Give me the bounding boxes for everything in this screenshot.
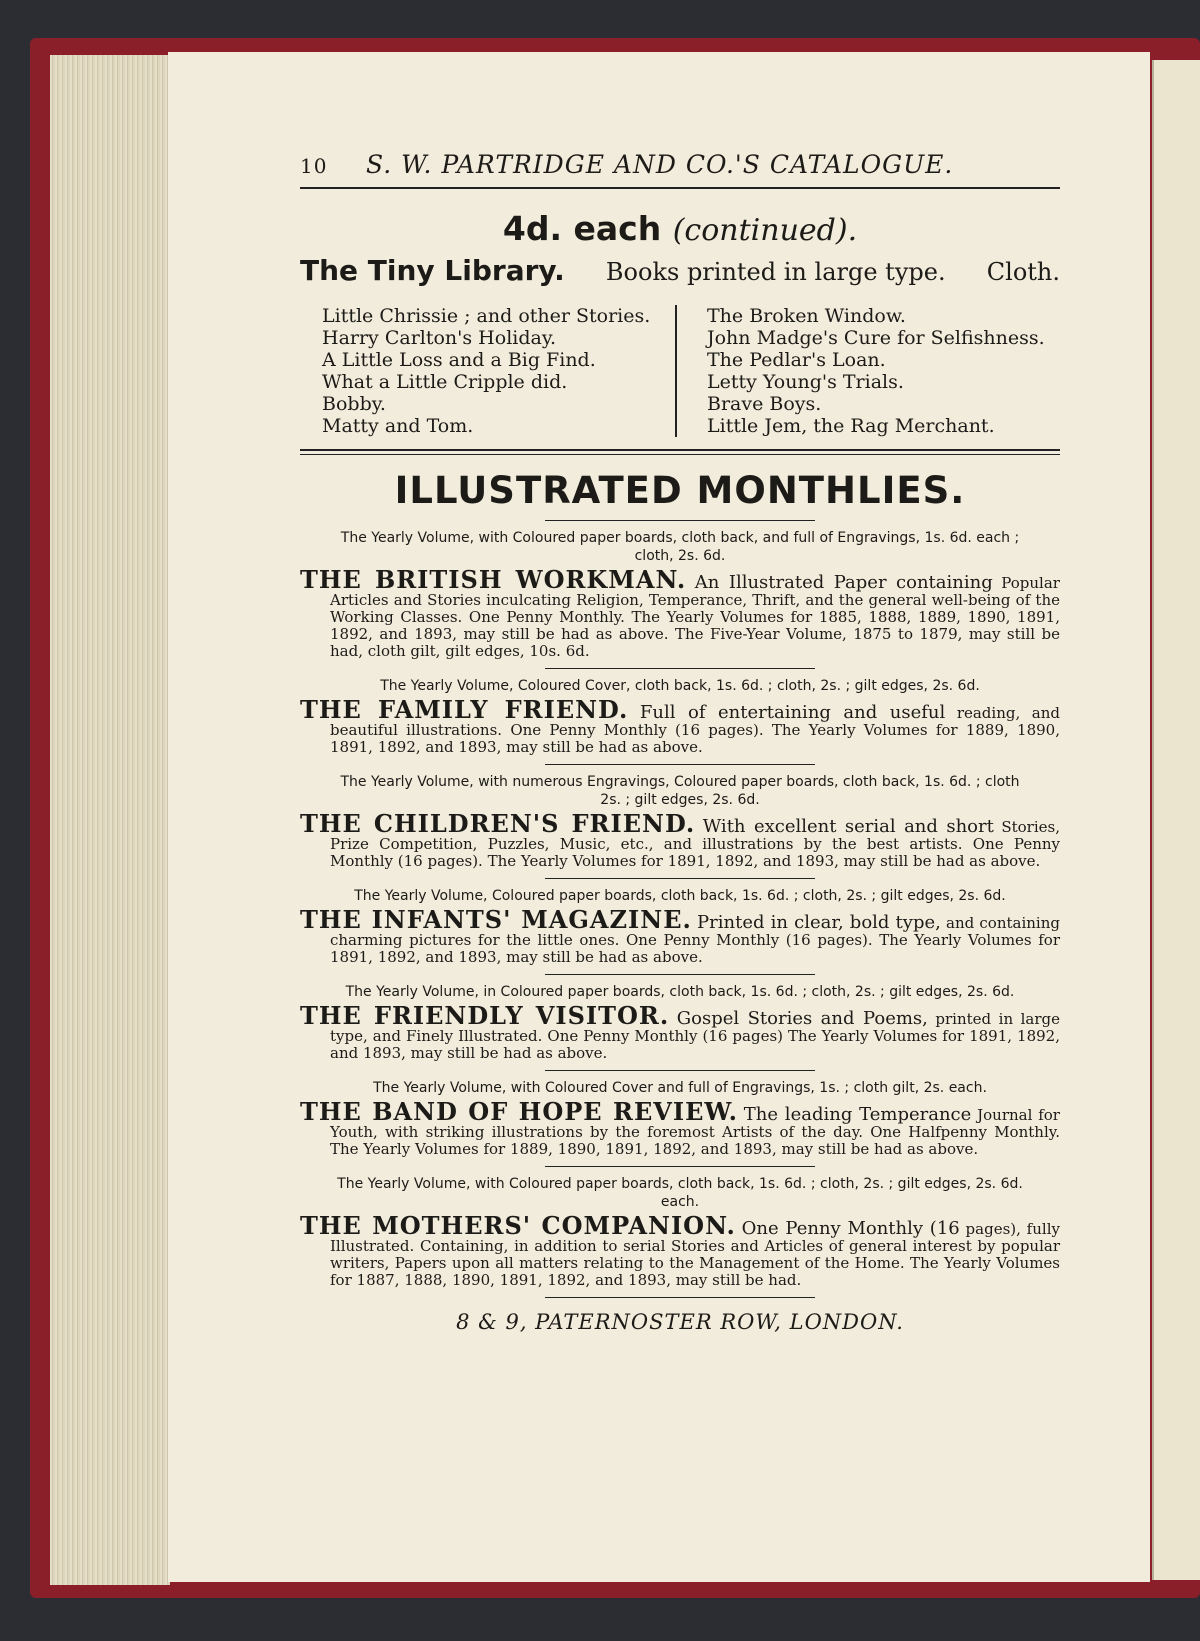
periodical-description: and containing charming pictures for the little ones. One Penny Monthly (16 pages). The Yearly Volumes for 1891, 1892, and 1893, may still be had as above. — [330, 914, 1060, 966]
list-item: Brave Boys. — [707, 393, 822, 415]
volume-note: The Yearly Volume, Coloured paper boards, cloth back, 1s. 6d. ; cloth, 2s. ; gilt edges, 2s. 6d. — [354, 888, 1006, 904]
volume-note: The Yearly Volume, in Coloured paper boards, cloth back, 1s. 6d. ; cloth, 2s. ; gilt edges, 2s. 6d. — [345, 984, 1015, 1000]
divider — [545, 878, 815, 879]
periodical-lead: Gospel Stories and Poems, — [676, 1008, 928, 1029]
divider — [545, 1297, 815, 1298]
list-item: What a Little Cripple did. — [322, 371, 568, 393]
periodical-title: THE INFANTS' MAGAZINE. — [300, 905, 692, 934]
divider — [545, 668, 815, 669]
volume-note: The Yearly Volume, with Coloured paper boards, cloth back, and full of Engravings, 1s. 6d. each ; cloth, 2s. 6d. — [340, 530, 1020, 564]
price-heading — [300, 209, 1060, 248]
section-divider — [300, 449, 1060, 455]
tiny-library-description: Books printed in large type. — [605, 258, 946, 286]
running-title: S. W. PARTRIDGE AND CO.'S CATALOGUE. — [366, 150, 954, 179]
periodical-entry — [300, 1097, 1060, 1158]
periodical-entry — [300, 809, 1060, 870]
section-title: ILLUSTRATED MONTHLIES. — [394, 469, 966, 512]
periodical-entry — [300, 695, 1060, 756]
periodical-title: THE FRIENDLY VISITOR. — [300, 1001, 670, 1030]
periodical-lead: One Penny Monthly (16 — [741, 1218, 960, 1239]
divider — [545, 1070, 815, 1071]
tiny-library-left-column — [300, 305, 675, 437]
publisher-address: 8 & 9, PATERNOSTER ROW, LONDON. — [456, 1310, 904, 1334]
divider — [545, 520, 815, 521]
list-item: John Madge's Cure for Selfishness. — [707, 327, 1045, 349]
periodical-description: pages), fully Illustrated. Containing, in addition to serial Stories and Articles of general interest by popular writers, Papers upon all matters relating to the Management of the Home. The Yearly Volumes for 1887, 1888, 1890, 1891, 1892, and 1893, may still be had. — [330, 1220, 1060, 1289]
list-item: Harry Carlton's Holiday. — [322, 327, 557, 349]
price-label: 4d. each — [502, 209, 662, 248]
periodical-entry — [300, 905, 1060, 966]
volume-note: The Yearly Volume, with Coloured paper boards, cloth back, 1s. 6d. ; cloth, 2s. ; gilt edges, 2s. 6d. each. — [337, 1176, 1023, 1210]
volume-note: The Yearly Volume, with numerous Engravings, Coloured paper boards, cloth back, 1s. 6d. ; cloth 2s. ; gilt edges, 2s. 6d. — [340, 774, 1020, 808]
periodical-entry — [300, 1001, 1060, 1062]
list-item: A Little Loss and a Big Find. — [322, 349, 596, 371]
tiny-library-list — [300, 305, 1060, 437]
list-item: Letty Young's Trials. — [707, 371, 904, 393]
periodical-title: THE FAMILY FRIEND. — [300, 695, 629, 724]
volume-note: The Yearly Volume, with Coloured Cover and full of Engravings, 1s. ; cloth gilt, 2s. each. — [373, 1080, 987, 1096]
periodical-title: THE MOTHERS' COMPANION. — [300, 1211, 736, 1240]
list-item: The Pedlar's Loan. — [707, 349, 886, 371]
list-item: The Broken Window. — [707, 305, 906, 327]
periodical-lead: Printed in clear, bold type, — [697, 912, 941, 933]
volume-note: The Yearly Volume, Coloured Cover, cloth back, 1s. 6d. ; cloth, 2s. ; gilt edges, 2s. 6d. — [380, 678, 980, 694]
list-item: Little Chrissie ; and other Stories. — [322, 305, 651, 327]
tiny-library-heading — [300, 254, 1060, 287]
tiny-library-title: The Tiny Library. — [300, 254, 565, 287]
continued-label: (continued). — [672, 213, 858, 248]
tiny-library-binding: Cloth. — [986, 258, 1060, 286]
periodical-title: THE BAND OF HOPE REVIEW. — [300, 1097, 738, 1126]
periodical-lead: Full of entertaining and useful — [639, 702, 946, 723]
list-item: Bobby. — [322, 393, 386, 415]
divider — [545, 974, 815, 975]
page-content — [300, 150, 1060, 1334]
periodical-entry — [300, 1211, 1060, 1289]
divider — [545, 764, 815, 765]
running-header — [300, 150, 1060, 179]
periodical-description: reading, and beautiful illustrations. One Penny Monthly (16 pages). The Yearly Volumes for 1889, 1890, 1891, 1892, and 1893, may still be had as above. — [330, 704, 1060, 756]
page-block-edge — [50, 55, 170, 1585]
periodical-lead: With excellent serial and short — [702, 816, 994, 837]
periodical-description: Stories, Prize Competition, Puzzles, Music, etc., and illustrations by the best artists. One Penny Monthly (16 pages). The Yearly Volumes for 1891, 1892, and 1893, may still be had as above. — [330, 818, 1060, 870]
header-rule — [300, 187, 1060, 189]
page-number: 10 — [300, 154, 328, 178]
periodical-title: THE BRITISH WORKMAN. — [300, 565, 687, 594]
periodical-description: Popular Articles and Stories inculcating Religion, Temperance, Thrift, and the general well-being of the Working Classes. One Penny Monthly. The Yearly Volumes for 1885, 1888, 1889, 1890, 1891, 1892, and 1893, may still be had as above. The Five-Year Volume, 1875 to 1879, may still be had, cloth gilt, gilt edges, 10s. 6d. — [330, 574, 1060, 660]
periodical-title: THE CHILDREN'S FRIEND. — [300, 809, 696, 838]
periodical-description: printed in large type, and Finely Illustrated. One Penny Monthly (16 pages) The Yearly Volumes for 1891, 1892, and 1893, may still be had as above. — [330, 1010, 1060, 1062]
periodical-lead: The leading Temperance — [743, 1104, 972, 1125]
periodical-entry — [300, 565, 1060, 660]
periodical-description: Journal for Youth, with striking illustrations by the foremost Artists of the day. One Halfpenny Monthly. The Yearly Volumes for 1889, 1890, 1891, 1892, and 1893, may still be had as above. — [330, 1106, 1060, 1158]
facing-page — [1152, 60, 1200, 1580]
list-item: Matty and Tom. — [322, 415, 474, 437]
tiny-library-right-column — [675, 305, 1060, 437]
divider — [545, 1166, 815, 1167]
list-item: Little Jem, the Rag Merchant. — [707, 415, 995, 437]
periodical-lead: An Illustrated Paper containing — [694, 572, 993, 593]
